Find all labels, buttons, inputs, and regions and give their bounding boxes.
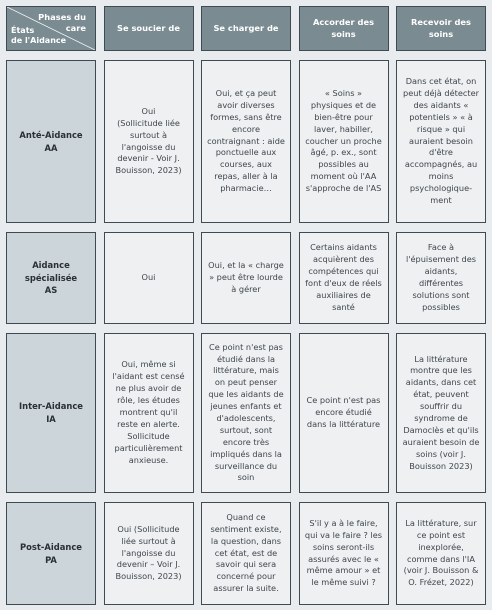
care-phases-table — [6, 6, 486, 604]
table-cell: Quand ce sentiment existe, la question, dans cet état, est de savoir qui sera concerné pour assurer la suite. — [201, 502, 291, 605]
table-cell: Oui, même si l'aidant est censé ne plus avoir de rôle, les études montrent qu'il reste en alerte. Sollicitude particulièrement anxieuse. — [104, 333, 194, 493]
corner-label-states: États de l'Aidance — [11, 26, 67, 45]
table-cell: Oui (Sollicitude liée surtout à l'angoisse du devenir – Voir J. Bouisson, 2023) — [104, 502, 194, 605]
table-cell: Dans cet état, on peut déjà détecter des aidants « potentiels » « à risque » qui auraient besoin d'être accompagnés, au moins psychologique-ment — [396, 60, 486, 223]
row-header-inter-aidance: Inter-Aidance IA — [6, 333, 96, 493]
row-header-post-aidance: Post-Aidance PA — [6, 502, 96, 605]
column-header-se-soucier: Se soucier de — [104, 6, 194, 51]
table-cell: Certains aidants acquièrent des compétences qui font d'eux de réels auxiliaires de santé — [299, 232, 389, 324]
column-header-se-charger: Se charger de — [201, 6, 291, 51]
column-header-recevoir-soins: Recevoir des soins — [396, 6, 486, 51]
table-cell: Oui (Sollicitude liée surtout à l'angoisse du devenir - Voir J. Bouisson, 2023) — [104, 60, 194, 223]
row-header-ante-aidance: Anté-Aidance AA — [6, 60, 96, 223]
table-cell: « Soins » physiques et de bien-être pour laver, habiller, coucher un proche âgé, p. ex., sont possibles au moment où l'AA s'approche de l'AS — [299, 60, 389, 223]
corner-label-phases: Phases du care — [38, 12, 86, 33]
table-cell: Oui, et la « charge » peut être lourde à gérer — [201, 232, 291, 324]
table-corner-header — [6, 6, 96, 51]
row-header-aidance-specialisee: Aidance spécialisée AS — [6, 232, 96, 324]
table-cell: La littérature montre que les aidants, dans cet état, peuvent souffrir du syndrome de Damoclès et qu'ils auraient besoin de soins (voir J. Bouisson 2023) — [396, 333, 486, 493]
table-cell: Face à l'épuisement des aidants, différentes solutions sont possibles — [396, 232, 486, 324]
table-cell: La littérature, sur ce point est inexplorée, comme dans l'IA (voir J. Bouisson & O. Frézet, 2022) — [396, 502, 486, 605]
table-cell: S'il y a à le faire, qui va le faire ? les soins seront-ils assurés avec le « même amour » et le même suivi ? — [299, 502, 389, 605]
table-cell: Ce point n'est pas étudié dans la littérature, mais on peut penser que les aidants de jeunes enfants et d'adolescents, surtout, sont encore très impliqués dans la surveillance du soin — [201, 333, 291, 493]
column-header-accorder-soins: Accorder des soins — [299, 6, 389, 51]
table-cell: Oui, et ça peut avoir diverses formes, sans être encore contraignant : aide ponctuelle aux courses, aux repas, aller à la pharmacie… — [201, 60, 291, 223]
table-cell: Ce point n'est pas encore étudié dans la littérature — [299, 333, 389, 493]
table-cell: Oui — [104, 232, 194, 324]
